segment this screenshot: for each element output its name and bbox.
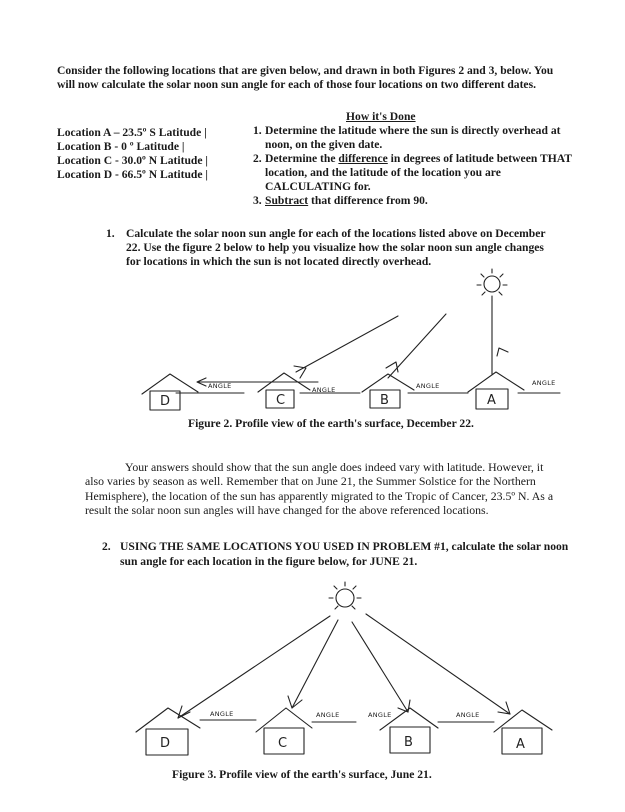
fig2-house-a-label: A [487,393,496,408]
sun-icon-june [329,582,361,609]
location-a: Location A – 23.5º S Latitude | [57,126,207,139]
question-2-text: USING THE SAME LOCATIONS YOU USED IN PROBLEM #1, calculate the solar noon sun angle for each location in the figure below, for JUNE 21. [120,540,569,568]
step-1-text: Determine the latitude where the sun is directly overhead at noon, on the given date. [265,124,561,151]
fig3-angle-d: ANGLE [210,710,234,718]
fig3-house-a-label: A [516,737,525,752]
step-2-pre: Determine the [265,152,339,165]
june-ray-a [366,614,510,714]
location-c: Location C - 30.0º N Latitude | [57,154,208,167]
fig2-angle-a: ANGLE [532,379,556,387]
fig3-angle-b: ANGLE [368,711,392,719]
step-3-post: that difference from 90. [308,194,428,207]
june-ray-c [292,620,338,708]
fig2-house-b-label: B [380,393,389,408]
how-its-done-heading: How it's Done [346,110,416,123]
fig3-house-d-label: D [160,736,171,751]
fig2-angle-d: ANGLE [208,382,232,390]
june-ray-d [178,616,330,718]
location-d: Location D - 66.5º N Latitude | [57,168,208,181]
fig2-angle-b: ANGLE [416,382,440,390]
location-b: Location B - 0 º Latitude | [57,140,185,153]
fig2-angle-c: ANGLE [312,386,336,394]
june-ray-b [352,622,408,712]
step-3-number: 3. [253,194,262,207]
step-1-number: 1. [253,124,262,137]
step-3-underlined: Subtract [265,194,309,207]
intro-paragraph: Consider the following locations that are given below, and drawn in both Figures 2 and 3, below. You will now calculate the solar noon sun angle for each of those four locations on two different dates. [57,64,554,91]
step-2-number: 2. [253,152,262,165]
fig2-house-d-label: D [160,394,171,409]
question-2-number: 2. [102,540,111,553]
season-paragraph-text: Your answers should show that the sun angle does indeed vary with latitude. However, it also varies by season as well. Remember that on June 21, the Summer Solstice for the Northern Hemisphere), the location of the sun has apparently migrated to the Tropic of Cancer, 23.5º N. As a result the solar noon sun angles will have changed for the above referenced locations. [85,460,554,518]
fig2-house-c-label: C [276,393,286,408]
question-1-text: Calculate the solar noon sun angle for each of the locations listed above on December 22. Use the figure 2 below to help you visualize how the solar noon sun angle changes for locations in which the sun is not located directly overhead. [126,227,546,268]
step-2-post: in degrees of latitude between THAT location, and the latitude of the location you are CALCULATING for. [265,152,572,193]
fig3-angle-a: ANGLE [456,711,480,719]
figure-3-caption: Figure 3. Profile view of the earth's surface, June 21. [172,768,432,781]
fig3-house-b-label: B [404,735,413,750]
question-1-number: 1. [106,227,115,240]
fig3-angle-c: ANGLE [316,711,340,719]
fig3-house-c-label: C [278,736,288,751]
step-2-underlined: difference [338,152,388,165]
figure-2-caption: Figure 2. Profile view of the earth's surface, December 22. [188,417,474,430]
